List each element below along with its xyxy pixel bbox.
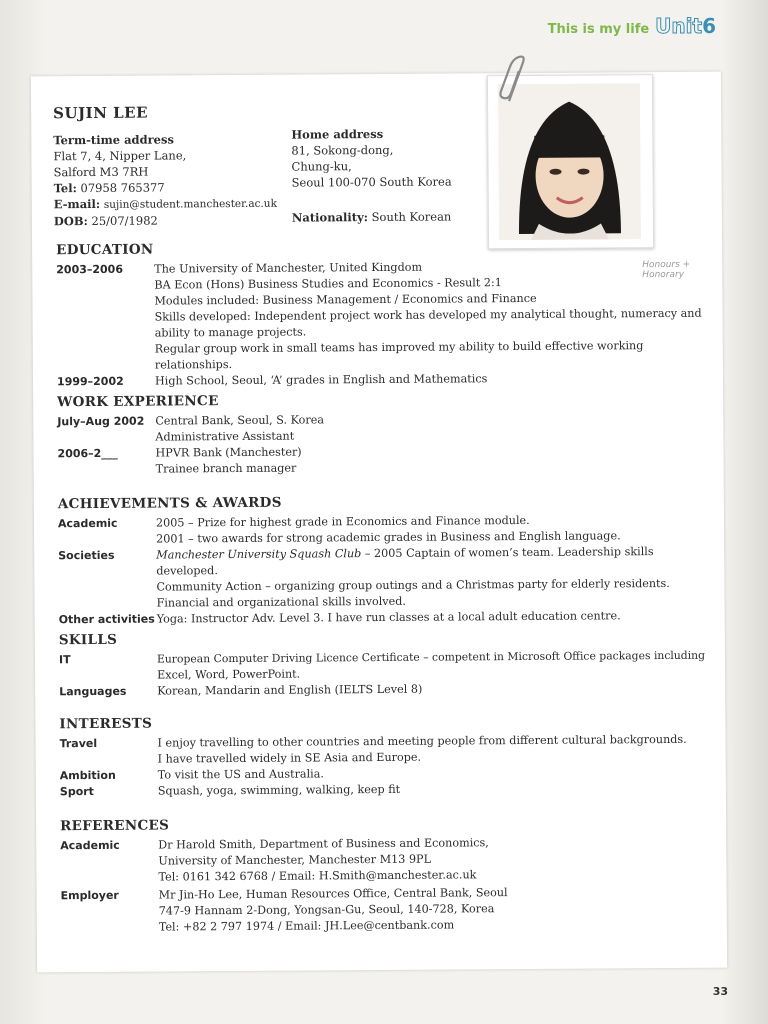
term-address-label: Term-time address xyxy=(53,132,174,148)
portrait-image xyxy=(498,83,641,240)
education-section xyxy=(56,238,707,391)
handwritten-note: Honours + Honorary xyxy=(642,259,691,281)
achievements-section xyxy=(58,492,709,629)
list-item: July–Aug 2002 Central Bank, Seoul, S. Korea Administrative Assistant xyxy=(57,413,325,444)
cv-sheet xyxy=(31,72,727,973)
skills-section xyxy=(59,628,709,701)
work-section xyxy=(57,390,708,479)
list-item: 1999–2002 High School, Seoul, ‘A’ grades in English and Mathematics xyxy=(56,372,488,389)
unit-header xyxy=(548,14,716,38)
section-title: SKILLS xyxy=(58,631,118,649)
list-item: 2006–2___ HPVR Bank (Manchester) Trainee branch manager xyxy=(57,445,302,476)
section-title: REFERENCES xyxy=(60,817,170,835)
dob: 25/07/1982 xyxy=(91,213,158,228)
list-item: Societies Manchester University Squash Club – 2005 Captain of women’s team. Leadership skills developed. Community Action – organizing group outings and a Christmas party for elderly residents. Financial and organizational skills involved. xyxy=(58,545,670,610)
section-title: WORK EXPERIENCE xyxy=(57,393,219,411)
list-item: Other activities Yoga: Instructor Adv. Level 3. I have run classes at a local adult education centre. xyxy=(58,609,621,627)
page-number: 33 xyxy=(712,985,728,998)
term-address: Term-time address Flat 7, 4, Nipper Lane, Salford M3 7RH Tel: 07958 765377 E-mail: sujin@student.manchester.ac.uk DOB: 25/07/1982 xyxy=(53,132,277,229)
unit-label: Unit6 xyxy=(655,14,716,38)
list-item: 2003–2006 The University of Manchester, United Kingdom BA Econ (Hons) Business Studies and Economics - Result 2:1 Modules included: Business Management / Economics and Finance Skills developed: Independent project work has developed my analytical thought, numeracy and ability to manage projects. Regular group work in small teams has improved my ability to build effective working relationships. xyxy=(56,260,702,372)
list-item: Languages Korean, Mandarin and English (IELTS Level 8) xyxy=(59,682,423,699)
section-title: ACHIEVEMENTS & AWARDS xyxy=(57,494,282,513)
list-item: Employer Mr Jin-Ho Lee, Human Resources Office, Central Bank, Seoul 747-9 Hannam 2-Dong, Yongsan-Gu, Seoul, 140-728, Korea Tel: +82 2 797 1974 / Email: JH.Lee@centbank.com xyxy=(60,886,508,934)
home-address xyxy=(291,125,451,190)
term-address-line: Salford M3 7RH xyxy=(53,164,149,180)
section-title: EDUCATION xyxy=(56,241,154,259)
home-address-line: Chung-ku, xyxy=(291,159,352,174)
term-email: sujin@student.manchester.ac.uk xyxy=(103,197,277,211)
list-item: IT European Computer Driving Licence Certificate – competent in Microsoft Office packages including Excel, Word, PowerPoint. xyxy=(58,648,706,682)
list-item: Sport Squash, yoga, swimming, walking, keep fit xyxy=(59,782,401,799)
home-address-line: 81, Sokong-dong, xyxy=(291,142,394,158)
home-address-label: Home address xyxy=(291,126,384,142)
unit-subtitle: This is my life xyxy=(547,22,650,37)
list-item: Academic 2005 – Prize for highest grade in Economics and Finance module. 2001 – two awards for strong academic grades in Business and English language. xyxy=(57,513,621,546)
cv-name: SUJIN LEE xyxy=(53,103,149,123)
list-item: Ambition To visit the US and Australia. xyxy=(59,767,325,783)
home-address-line: Seoul 100-070 South Korea xyxy=(291,174,452,190)
term-address-line: Flat 7, 4, Nipper Lane, xyxy=(53,148,187,164)
nationality: Nationality: South Korean xyxy=(291,209,452,225)
term-tel: 07958 765377 xyxy=(80,180,165,196)
list-item: Academic Dr Harold Smith, Department of Business and Economics, University of Manchester, Manchester M13 9PL Tel: 0161 342 6768 / Email: H.Smith@manchester.ac.uk xyxy=(60,836,489,884)
section-title: INTERESTS xyxy=(59,715,153,733)
interests-section xyxy=(59,712,710,801)
paperclip-icon xyxy=(499,55,533,105)
list-item: Travel I enjoy travelling to other countries and meeting people from different cultural backgrounds. I have travelled widely in SE Asia and Europe. xyxy=(59,732,687,766)
references-section xyxy=(60,814,711,937)
